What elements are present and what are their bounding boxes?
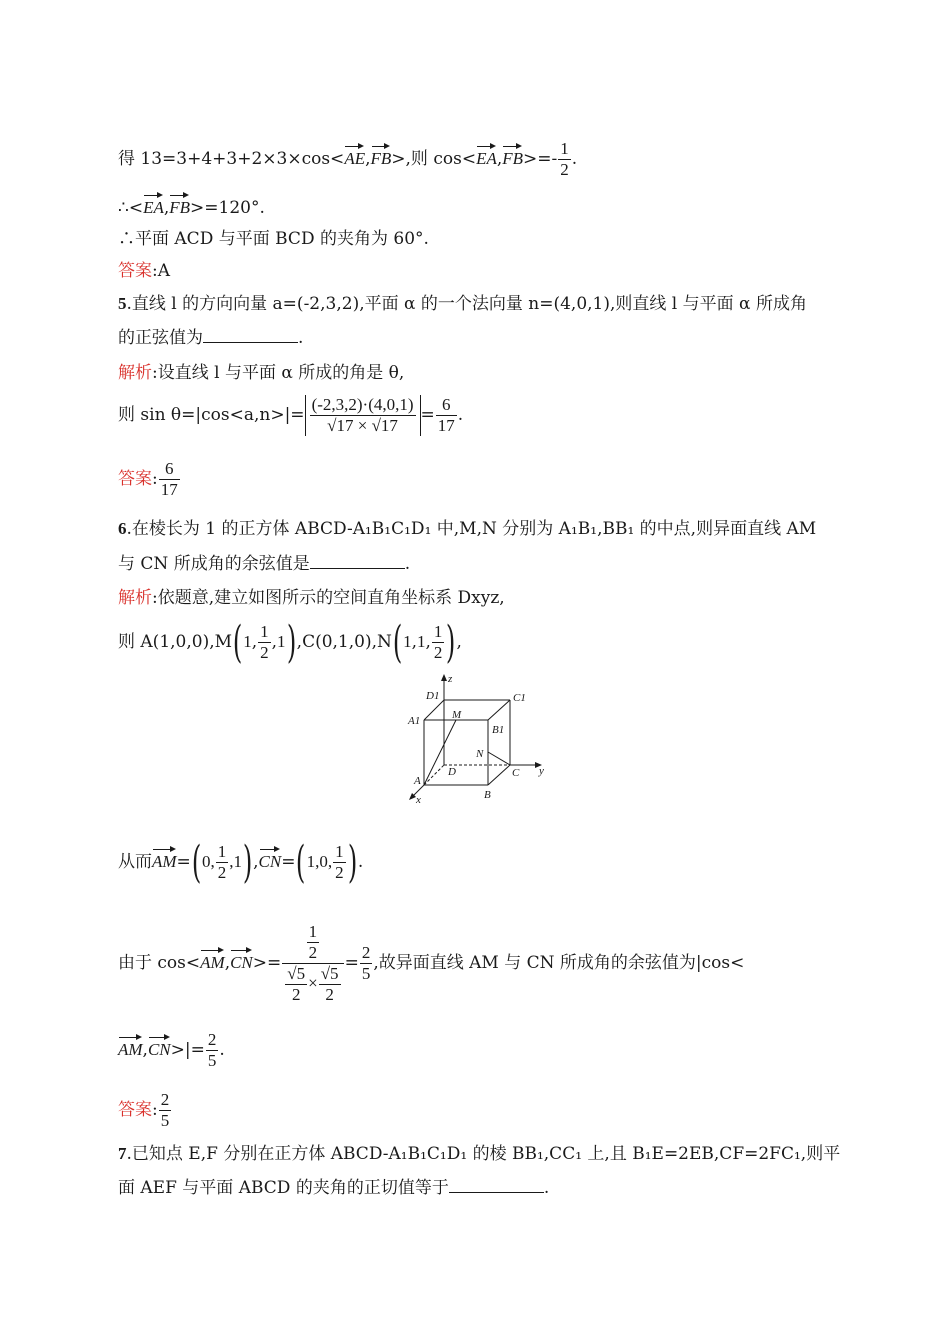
solution-6-intro: 解析:依题意,建立如图所示的空间直角坐标系 Dxyz,	[118, 588, 505, 608]
answer-blank[interactable]	[310, 554, 405, 569]
vector-AM: AM	[200, 946, 225, 974]
label-A: A	[414, 775, 421, 787]
cube-edge	[488, 700, 510, 720]
vector-AM: AM	[118, 1033, 143, 1061]
label-C1: C1	[513, 692, 526, 704]
answer-4: 答案:A	[118, 261, 171, 281]
label-x: x	[416, 794, 421, 806]
label-C: C	[512, 767, 520, 779]
solution-5-intro: 解析:设直线 l 与平面 α 所成的角是 θ,	[118, 363, 405, 383]
absolute-value: $\frac{(-2,3,2)\cdot(4,0,1)}{√17 \times √17}$	[305, 395, 421, 436]
label-D: D	[448, 766, 456, 778]
solution-line-3: ∴平面 ACD 与平面 BCD 的夹角为 60°.	[118, 229, 429, 249]
solution-label: 解析	[118, 588, 152, 608]
vector-EA: EA	[143, 191, 164, 219]
label-N: N	[476, 748, 484, 760]
vector-CN: CN	[148, 1033, 171, 1061]
hidden-edge	[424, 765, 444, 785]
question-6-line-2: 与 CN 所成角的余弦值是 .	[118, 554, 411, 574]
answer-label: 答案	[118, 1100, 152, 1120]
solution-6-coords: 则 A(1,0,0),M(1, $\frac{1}{2}$ ,1),C(0,1,0),N(1,1, $\frac{1}{2}$ ),	[118, 616, 462, 668]
vector-FB: FB	[169, 191, 190, 219]
solution-6-cos: 由于 cos<AM,CN>= $\frac{1}{2}$ $\frac{√5}{2}$ × $\frac{√5}{2}$ = $\frac{2}{5}$ ,故异面直线 AM 与 CN 所成角的余弦值为|cos<	[118, 922, 745, 1004]
question-7-line-1: 7.已知点 E,F 分别在正方体 ABCD-A₁B₁C₁D₁ 的棱 BB₁,CC₁ 上,且 B₁E=2EB,CF=2FC₁,则平	[118, 1144, 841, 1164]
cube-figure	[406, 672, 556, 807]
label-B: B	[484, 789, 491, 801]
answer-blank[interactable]	[449, 1178, 544, 1193]
label-y: y	[539, 765, 544, 777]
z-arrow	[441, 674, 447, 681]
label-z: z	[448, 673, 453, 685]
answer-label: 答案	[118, 261, 152, 281]
solution-6-result: AM,CN>|= $\frac{2}{5}$ .	[118, 1030, 225, 1070]
vector-FB: FB	[502, 142, 523, 170]
answer-6: 答案: $\frac{2}{5}$	[118, 1090, 170, 1130]
fraction: $\frac{2}{5}$	[160, 1090, 170, 1130]
label-M: M	[452, 709, 462, 721]
solution-5-formula: 则 sin θ=|cos<a,n>|= $\frac{(-2,3,2)\cdot(4,0,1)}{√17 \times √17}$ = $\frac{6}{17}$ .	[118, 395, 464, 435]
solution-line-1: 得 13=3+4+3+2×3×cos<AE,FB>,则 cos<EA,FB>=- $\frac{1}{2}$ .	[118, 139, 578, 179]
cube-edge	[488, 765, 510, 785]
fraction: $\frac{6}{17}$	[160, 459, 178, 499]
label-A1: A1	[408, 715, 421, 727]
question-5-line-1: 5.直线 l 的方向向量 a=(-2,3,2),平面 α 的一个法向量 n=(4,0,1),则直线 l 与平面 α 所成角	[118, 294, 807, 314]
solution-line-2: ∴<EA,FB>=120°.	[118, 191, 265, 219]
vector-AM: AM	[152, 845, 177, 873]
fraction: $\frac{1}{2}$	[560, 139, 569, 179]
vector-EA: EA	[476, 142, 497, 170]
vector-AE: AE	[344, 142, 365, 170]
solution-label: 解析	[118, 363, 152, 383]
label-B1: B1	[492, 724, 505, 736]
vector-CN: CN	[230, 946, 253, 974]
answer-5: 答案: $\frac{6}{17}$	[118, 459, 178, 499]
vector-CN: CN	[259, 845, 282, 873]
answer-label: 答案	[118, 469, 152, 489]
vector-FB: FB	[371, 142, 392, 170]
question-7-line-2: 面 AEF 与平面 ABCD 的夹角的正切值等于 .	[118, 1178, 550, 1198]
label-D1: D1	[426, 690, 440, 702]
segment-CN	[488, 752, 510, 765]
solution-6-vectors: 从而AM=(0, $\frac{1}{2}$ ,1),CN=(1,0, $\frac{1}{2}$ ).	[118, 836, 364, 888]
question-5-line-2: 的正弦值为 .	[118, 328, 304, 348]
compound-fraction: $\frac{1}{2}$ $\frac{√5}{2}$ × $\frac{√5}{2}$	[282, 922, 343, 1005]
question-6-line-1: 6.在棱长为 1 的正方体 ABCD-A₁B₁C₁D₁ 中,M,N 分别为 A₁B₁,BB₁ 的中点,则异面直线 AM	[118, 519, 817, 539]
fraction: $\frac{6}{17}$	[437, 395, 455, 435]
cube-edge	[424, 700, 444, 720]
answer-blank[interactable]	[203, 328, 298, 343]
